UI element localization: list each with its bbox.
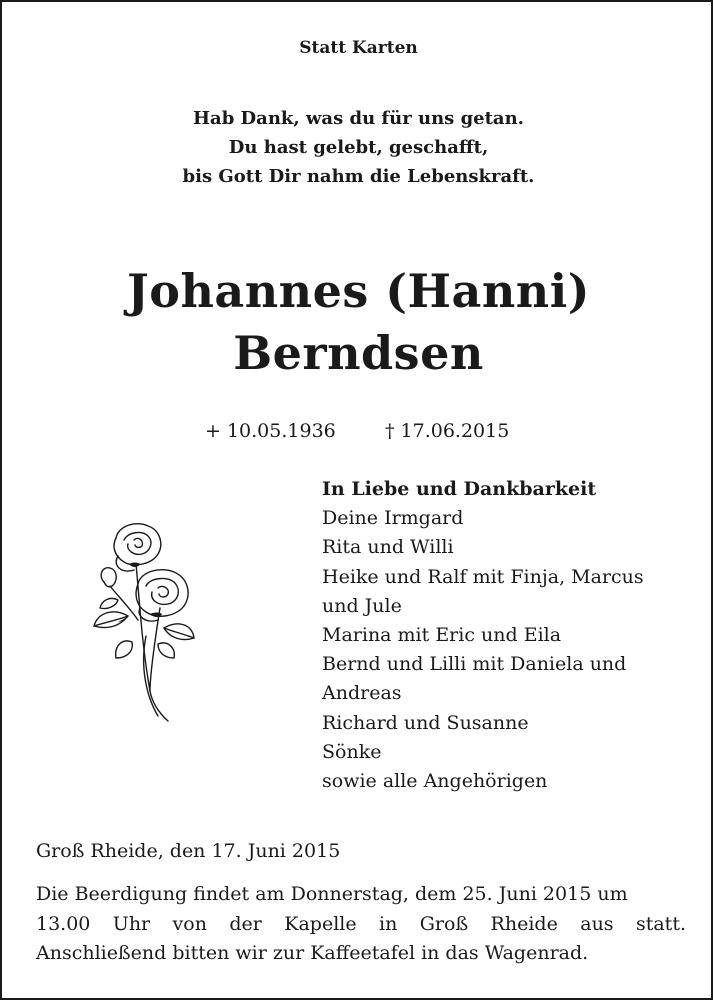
verse-line-3: bis Gott Dir nahm die Lebenskraft. — [182, 166, 535, 187]
mourner-line: Richard und Susanne — [322, 711, 529, 734]
mourners-heading: In Liebe und Dankbarkeit — [322, 478, 597, 500]
mourner-line: Bernd und Lilli mit Daniela und — [322, 653, 627, 676]
mourner-line: Rita und Willi — [322, 536, 454, 559]
deceased-name — [2, 260, 713, 384]
mourner-line: Heike und Ralf mit Finja, Marcus — [322, 565, 644, 588]
funeral-announcement — [36, 880, 686, 969]
deceased-name-line-1: Johannes (Hanni) — [127, 264, 590, 318]
deceased-name-line-2: Berndsen — [233, 326, 484, 380]
memorial-verse — [2, 104, 713, 191]
mourner-line: Deine Irmgard — [322, 507, 464, 530]
mourner-line: Andreas — [322, 682, 402, 705]
mourner-line: sowie alle Angehörigen — [322, 770, 548, 793]
death-date: † 17.06.2015 — [385, 420, 510, 442]
verse-line-1: Hab Dank, was du für uns getan. — [193, 108, 524, 129]
mourner-line: Sönke — [322, 740, 382, 763]
funeral-line-2: 13.00 Uhr von der Kapelle in Groß Rheide aus statt. — [36, 912, 686, 935]
mourner-line: Marina mit Eric und Eila — [322, 624, 562, 647]
birth-date: + 10.05.1936 — [205, 420, 336, 442]
place-and-date: Groß Rheide, den 17. Juni 2015 — [36, 840, 341, 862]
mourner-line: und Jule — [322, 594, 402, 617]
funeral-line-3: Anschließend bitten wir zur Kaffeetafel in das Wagenrad. — [36, 942, 589, 964]
rose-illustration-icon — [88, 516, 198, 726]
statt-karten-heading: Statt Karten — [299, 38, 418, 58]
verse-line-2: Du hast gelebt, geschafft, — [228, 137, 489, 158]
funeral-line-1: Die Beerdigung findet am Donnerstag, dem 25. Juni 2015 um — [36, 883, 628, 905]
mourners-list — [322, 475, 644, 796]
